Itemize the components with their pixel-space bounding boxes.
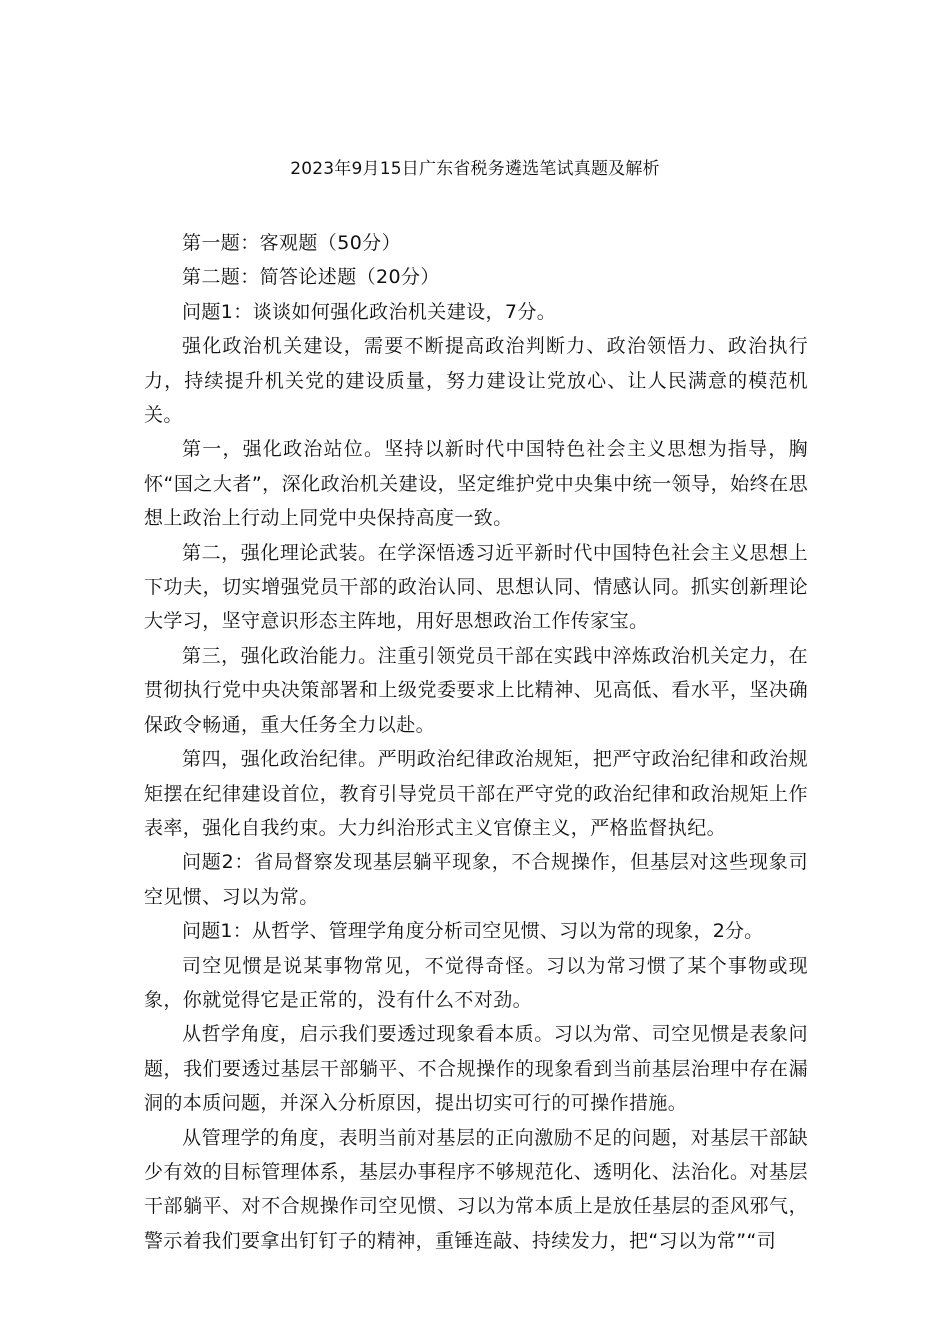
paragraph-point-1: 第一，强化政治站位。坚持以新时代中国特色社会主义思想为指导，胸怀“国之大者”，深化政治机关建设，坚定维护党中央集中统一领导，始终在思想上政治上行动上同党中央保持高度一致。 [144,438,808,530]
paragraph-subquestion-1: 问题1：从哲学、管理学角度分析司空见惯、习以为常的现象，2分。 [182,920,764,943]
paragraph-philosophy: 从哲学角度，启示我们要透过现象看本质。习以为常、司空见惯是表象问题，我们要透过基层干部躺平、不合规操作的现象看到当前基层治理中存在漏洞的本质问题，并深入分析原因，提出切实可行的可操作措施。 [144,1023,808,1115]
paragraph-section-2: 第二题：简答论述题（20分） [182,266,440,289]
paragraph-point-3: 第三，强化政治能力。注重引领党员干部在实践中淬炼政治机关定力，在贯彻执行党中央决策部署和上级党委要求上比精神、见高低、看水平，坚决确保政令畅通，重大任务全力以赴。 [144,644,808,736]
paragraph-point-2: 第二，强化理论武装。在学深悟透习近平新时代中国特色社会主义思想上下功夫，切实增强党员干部的政治认同、思想认同、情感认同。抓实创新理论大学习，坚守意识形态主阵地，用好思想政治工作传家宝。 [144,541,808,633]
paragraph-answer-intro: 强化政治机关建设，需要不断提高政治判断力、政治领悟力、政治执行力，持续提升机关党的建设质量，努力建设让党放心、让人民满意的模范机关。 [144,335,808,427]
paragraph-point-4: 第四，强化政治纪律。严明政治纪律政治规矩，把严守政治纪律和政治规矩摆在纪律建设首位，教育引导党员干部在严守党的政治纪律和政治规矩上作表率，强化自我约束。大力纠治形式主义官僚主义，严格监督执纪。 [144,748,808,839]
paragraph-question-1: 问题1：谈谈如何强化政治机关建设，7分。 [182,300,557,323]
paragraph-question-2: 问题2：省局督察发现基层躺平现象，不合规操作，但基层对这些现象司空见惯、习以为常。 [144,851,808,908]
document-title: 2023年9月15日广东省税务遴选笔试真题及解析 [290,159,660,179]
paragraph-management: 从管理学的角度，表明当前对基层的正向激励不足的问题，对基层干部缺少有效的目标管理体系，基层办事程序不够规范化、透明化、法治化。对基层干部躺平、对不合规操作司空见惯、习以为常本质上是放任基层的歪风邪气，警示着我们要拿出钉钉子的精神，重锤连敲、持续发力，把“习以为常”“司 [144,1126,808,1252]
document-body [144,226,808,1258]
paragraph-definition: 司空见惯是说某事物常见，不觉得奇怪。习以为常习惯了某个事物或现象，你就觉得它是正常的，没有什么不对劲。 [144,954,808,1011]
paragraph-section-1: 第一题：客观题（50分） [182,232,401,254]
